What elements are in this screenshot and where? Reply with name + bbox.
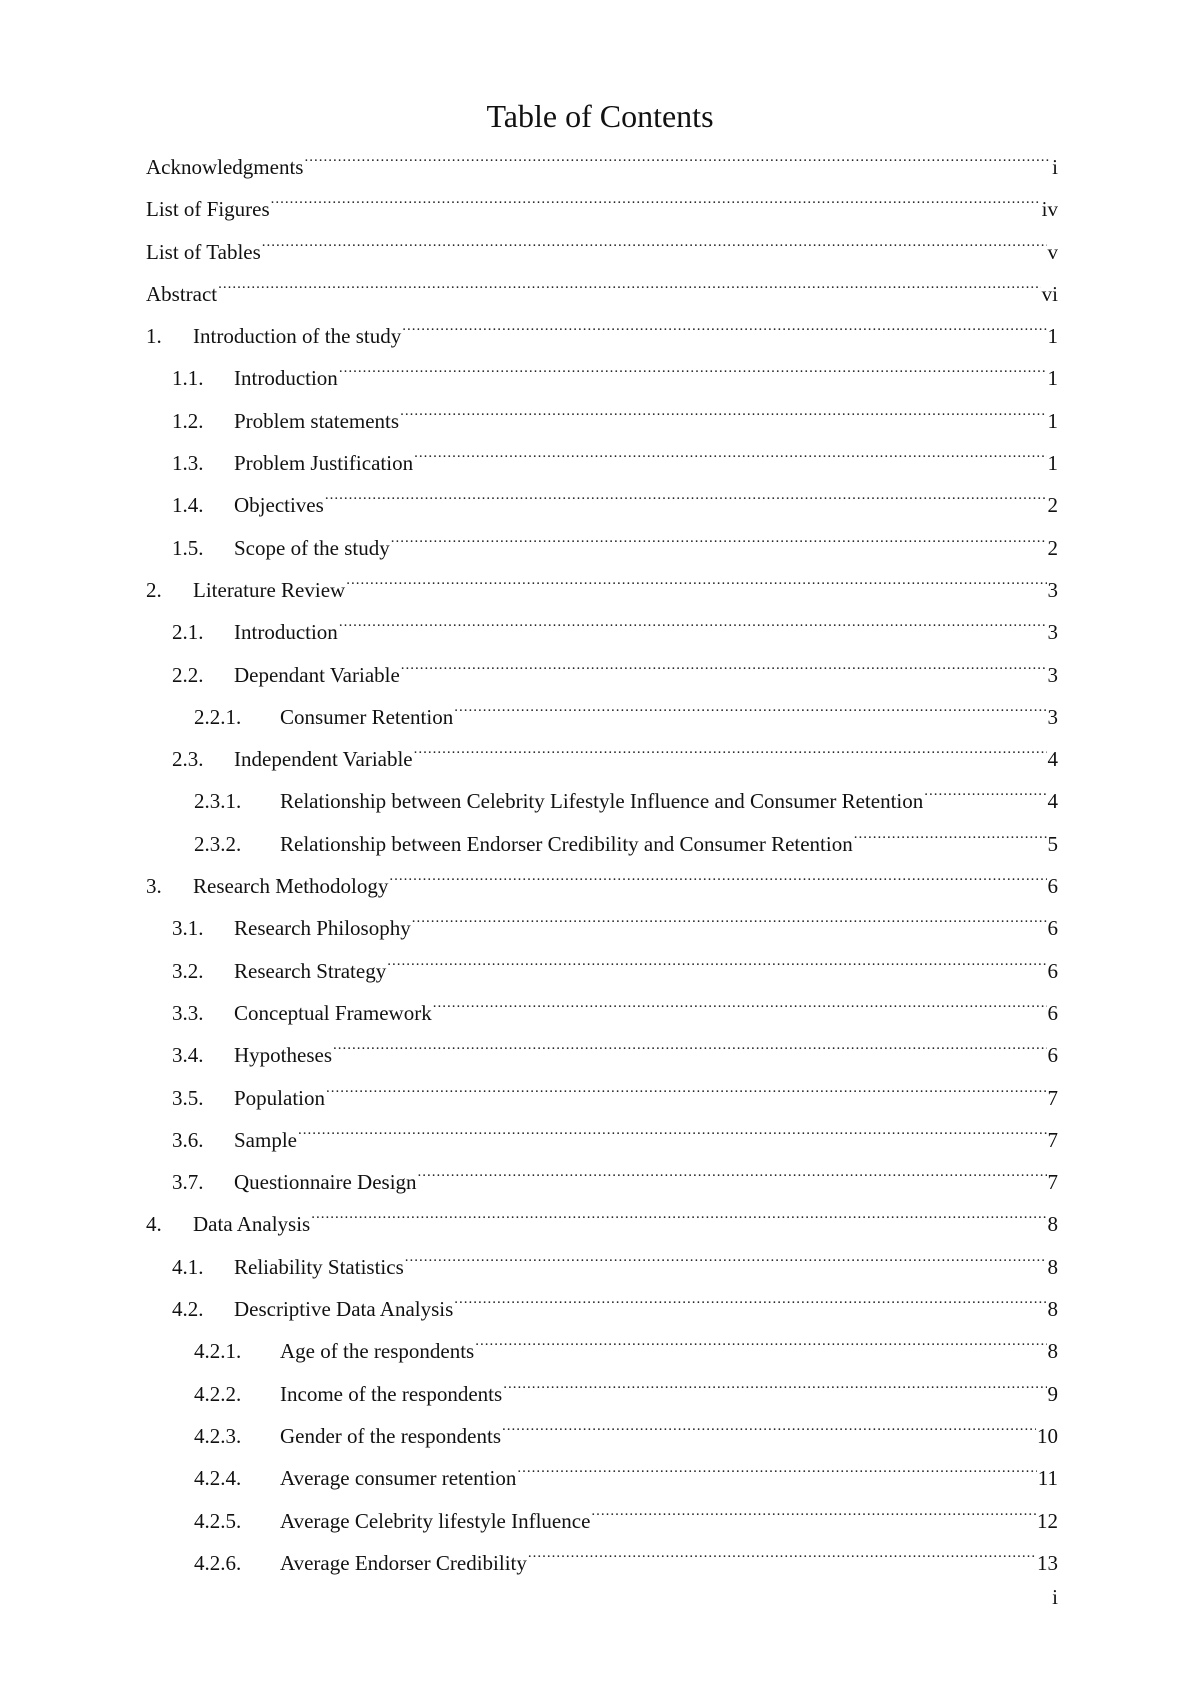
- toc-entry-page: 4: [1047, 789, 1058, 814]
- toc-entry-page: 1: [1047, 408, 1058, 433]
- toc-dot-leader: [326, 1084, 1046, 1105]
- toc-entry-title: Relationship between Endorser Credibility and Consumer Retention: [280, 831, 853, 856]
- toc-entry[interactable]: [146, 400, 1058, 442]
- toc-dot-leader: [304, 153, 1051, 174]
- toc-entry[interactable]: [146, 738, 1058, 780]
- toc-entry[interactable]: [146, 231, 1058, 273]
- toc-entry[interactable]: [146, 146, 1058, 188]
- toc-entry-title: Problem Justification: [234, 451, 414, 476]
- toc-entry-number: 4.2.1.: [194, 1339, 242, 1364]
- toc-entry-title: Average consumer retention: [280, 1466, 517, 1491]
- toc-entry[interactable]: [146, 188, 1058, 230]
- toc-entry-page: 7: [1047, 1170, 1058, 1195]
- toc-entry[interactable]: [146, 442, 1058, 484]
- toc-dot-leader: [503, 1380, 1046, 1401]
- toc-dot-leader: [339, 364, 1047, 385]
- toc-entry[interactable]: [146, 823, 1058, 865]
- toc-entry[interactable]: [146, 1077, 1058, 1119]
- toc-entry[interactable]: [146, 1161, 1058, 1203]
- toc-entry[interactable]: [146, 1500, 1058, 1542]
- toc-entry-title: Literature Review: [193, 577, 346, 602]
- toc-title: Table of Contents: [486, 98, 714, 134]
- toc-entry-page: 13: [1037, 1550, 1058, 1575]
- toc-entry-number: 3.1.: [172, 916, 204, 941]
- toc-entry-title: Population: [234, 1085, 326, 1110]
- toc-dot-leader: [401, 661, 1047, 682]
- toc-entry-page: 3: [1047, 662, 1058, 687]
- toc-entry-page: 8: [1047, 1297, 1058, 1322]
- toc-entry-title: Gender of the respondents: [280, 1423, 502, 1448]
- toc-dot-leader: [854, 830, 1047, 851]
- toc-entry[interactable]: [146, 1203, 1058, 1245]
- toc-entry-page: 4: [1047, 747, 1058, 772]
- page-number: i: [1052, 1585, 1058, 1609]
- toc-entry-page: 2: [1047, 493, 1058, 518]
- toc-entry[interactable]: [146, 273, 1058, 315]
- toc-entry-title: Research Philosophy: [234, 916, 411, 941]
- toc-entry-number: 4.2.4.: [194, 1466, 242, 1491]
- toc-entry-number: 3.4.: [172, 1043, 204, 1068]
- toc-entry-title: Abstract: [146, 281, 218, 306]
- toc-entry-number: 4.2.6.: [194, 1550, 242, 1575]
- toc-entry-number: 1.5.: [172, 535, 204, 560]
- toc-entry-title: Introduction: [234, 620, 338, 645]
- toc-entry[interactable]: [146, 1288, 1058, 1330]
- toc-entry-page: v: [1047, 239, 1058, 264]
- toc-dot-leader: [454, 1295, 1046, 1316]
- toc-entry-page: i: [1052, 155, 1058, 179]
- toc-dot-leader: [325, 491, 1047, 512]
- toc-entry[interactable]: [146, 992, 1058, 1034]
- toc-entry-title: Introduction of the study: [193, 324, 402, 349]
- toc-entry[interactable]: [146, 1415, 1058, 1457]
- toc-entry-page: 1: [1047, 451, 1058, 476]
- toc-entry-title: Acknowledgments: [146, 155, 304, 179]
- toc-entry-title: Sample: [234, 1127, 297, 1152]
- toc-entry-page: 6: [1047, 1043, 1058, 1068]
- toc-entry-page: 7: [1047, 1127, 1058, 1152]
- toc-entry-page: 7: [1047, 1085, 1058, 1110]
- toc-entry[interactable]: [146, 1457, 1058, 1499]
- toc-dot-leader: [311, 1210, 1046, 1231]
- toc-entry-page: 2: [1047, 535, 1058, 560]
- toc-entry-page: 8: [1047, 1212, 1058, 1237]
- toc-entry-page: vi: [1041, 281, 1058, 306]
- toc-entry[interactable]: [146, 780, 1058, 822]
- toc-dot-leader: [387, 957, 1046, 978]
- toc-entry[interactable]: [146, 696, 1058, 738]
- toc-entry[interactable]: [146, 1330, 1058, 1372]
- toc-entry-number: 1.1.: [172, 366, 204, 391]
- toc-entry-number: 1.3.: [172, 451, 204, 476]
- toc-entry-number: 2.3.: [172, 747, 204, 772]
- toc-entry-title: Reliability Statistics: [234, 1254, 404, 1279]
- toc-entry-page: 8: [1047, 1254, 1058, 1279]
- toc-dot-leader: [591, 1507, 1036, 1528]
- toc-dot-leader: [400, 407, 1046, 428]
- toc-entry-number: 4.2.2.: [194, 1381, 242, 1406]
- toc-entry-page: iv: [1041, 197, 1058, 222]
- toc-entry-number: 3.3.: [172, 1000, 204, 1025]
- toc-entry-title: Questionnaire Design: [234, 1170, 417, 1195]
- toc-dot-leader: [412, 914, 1047, 935]
- toc-entry[interactable]: [146, 1542, 1058, 1584]
- toc-entry-number: 3.6.: [172, 1127, 204, 1152]
- toc-entry-number: 2.3.2.: [194, 831, 242, 856]
- toc-dot-leader: [262, 238, 1047, 259]
- toc-entry-page: 6: [1047, 916, 1058, 941]
- toc-dot-leader: [402, 322, 1046, 343]
- toc-entry-page: 9: [1047, 1381, 1058, 1406]
- toc-entry-title: Conceptual Framework: [234, 1000, 432, 1025]
- toc-entry[interactable]: [146, 1373, 1058, 1415]
- toc-entry-number: 1.4.: [172, 493, 204, 518]
- toc-entry[interactable]: [146, 569, 1058, 611]
- toc-entry-number: 2.2.1.: [194, 704, 242, 729]
- toc-dot-leader: [454, 703, 1046, 724]
- toc-dot-leader: [414, 449, 1046, 470]
- toc-entry-page: 3: [1047, 704, 1058, 729]
- toc-dot-leader: [528, 1549, 1036, 1570]
- toc-dot-leader: [433, 999, 1047, 1020]
- toc-dot-leader: [414, 745, 1047, 766]
- toc-entry-number: 2.1.: [172, 620, 204, 645]
- toc-entry-title: Hypotheses: [234, 1043, 332, 1068]
- toc-entry-title: Dependant Variable: [234, 662, 400, 687]
- toc-entry-number: 4.: [146, 1212, 162, 1237]
- toc-entry-page: 1: [1047, 324, 1058, 349]
- toc-entry-title: Average Celebrity lifestyle Influence: [280, 1508, 591, 1533]
- toc-entry-page: 3: [1047, 577, 1058, 602]
- toc-entry-title: Consumer Retention: [280, 704, 454, 729]
- toc-entry-title: Age of the respondents: [280, 1339, 475, 1364]
- toc-entry-page: 3: [1047, 620, 1058, 645]
- toc-dot-leader: [418, 1168, 1047, 1189]
- toc-entry-title: Average Endorser Credibility: [280, 1550, 527, 1575]
- toc-dot-leader: [405, 1253, 1047, 1274]
- toc-entry[interactable]: [146, 315, 1058, 357]
- toc-entry[interactable]: [146, 654, 1058, 696]
- toc-entry-number: 3.5.: [172, 1085, 204, 1110]
- toc-entry-number: 4.2.3.: [194, 1423, 242, 1448]
- toc-dot-leader: [517, 1464, 1036, 1485]
- toc-dot-leader: [346, 576, 1046, 597]
- toc-dot-leader: [389, 872, 1046, 893]
- toc-entry-title: Relationship between Celebrity Lifestyle Influence and Consumer Retention: [280, 789, 924, 814]
- toc-entry[interactable]: [146, 527, 1058, 569]
- toc-dot-leader: [924, 787, 1046, 808]
- toc-list: [146, 146, 1058, 1584]
- toc-entry-page: 8: [1047, 1339, 1058, 1364]
- toc-entry[interactable]: [146, 1246, 1058, 1288]
- toc-entry-title: Income of the respondents: [280, 1381, 503, 1406]
- toc-dot-leader: [333, 1041, 1047, 1062]
- toc-entry-number: 1.: [146, 324, 162, 349]
- toc-dot-leader: [271, 195, 1041, 216]
- toc-dot-leader: [391, 534, 1047, 555]
- toc-entry[interactable]: [146, 950, 1058, 992]
- toc-entry-number: 4.2.5.: [194, 1508, 242, 1533]
- toc-entry-page: 5: [1047, 831, 1058, 856]
- toc-entry-title: List of Figures: [146, 197, 270, 222]
- toc-entry-page: 6: [1047, 958, 1058, 983]
- toc-entry[interactable]: [146, 357, 1058, 399]
- toc-entry[interactable]: [146, 865, 1058, 907]
- toc-entry-page: 1: [1047, 366, 1058, 391]
- toc-entry-title: Research Methodology: [193, 874, 389, 899]
- toc-entry-title: Objectives: [234, 493, 324, 518]
- toc-entry-number: 2.2.: [172, 662, 204, 687]
- toc-entry-title: Research Strategy: [234, 958, 387, 983]
- toc-dot-leader: [502, 1422, 1036, 1443]
- toc-entry-number: 3.2.: [172, 958, 204, 983]
- toc-entry-number: 3.7.: [172, 1170, 204, 1195]
- toc-entry-number: 1.2.: [172, 408, 204, 433]
- toc-entry[interactable]: [146, 611, 1058, 653]
- toc-entry[interactable]: [146, 484, 1058, 526]
- toc-entry-number: 2.3.1.: [194, 789, 242, 814]
- toc-entry-title: Independent Variable: [234, 747, 413, 772]
- toc-entry-page: 6: [1047, 1000, 1058, 1025]
- toc-entry-title: List of Tables: [146, 239, 261, 264]
- toc-entry-title: Data Analysis: [193, 1212, 311, 1237]
- toc-dot-leader: [475, 1337, 1046, 1358]
- toc-entry-title: Descriptive Data Analysis: [234, 1297, 454, 1322]
- toc-entry[interactable]: [146, 1119, 1058, 1161]
- toc-entry-title: Problem statements: [234, 408, 400, 433]
- toc-entry-page: 10: [1037, 1423, 1058, 1448]
- toc-entry-number: 3.: [146, 874, 162, 899]
- toc-entry-title: Scope of the study: [234, 535, 390, 560]
- toc-entry-title: Introduction: [234, 366, 338, 391]
- toc-entry-number: 4.2.: [172, 1297, 204, 1322]
- toc-entry[interactable]: [146, 1034, 1058, 1076]
- toc-entry-page: 6: [1047, 874, 1058, 899]
- toc-dot-leader: [218, 280, 1041, 301]
- toc-entry-number: 4.1.: [172, 1254, 204, 1279]
- toc-dot-leader: [339, 618, 1047, 639]
- toc-entry-page: 12: [1037, 1508, 1058, 1533]
- toc-entry-number: 2.: [146, 577, 162, 602]
- toc-entry-page: 11: [1037, 1466, 1058, 1491]
- toc-entry[interactable]: [146, 907, 1058, 949]
- toc-dot-leader: [298, 1126, 1047, 1147]
